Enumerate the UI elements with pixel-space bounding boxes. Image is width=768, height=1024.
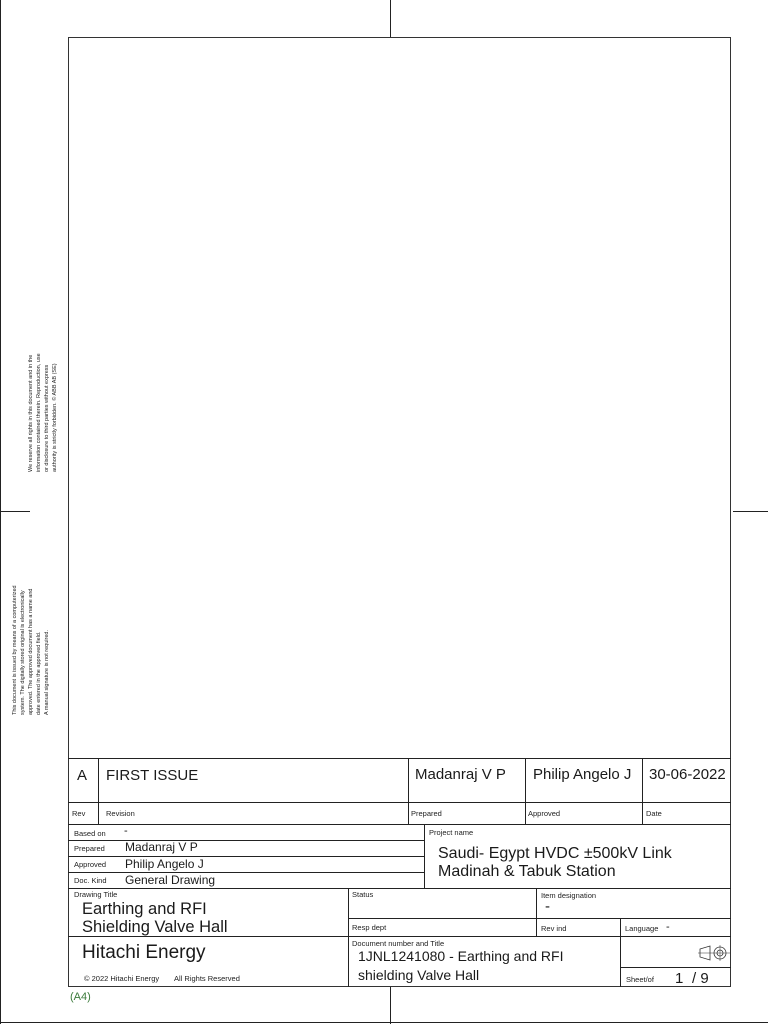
revision-text: FIRST ISSUE — [106, 767, 199, 784]
rev-row-top — [68, 758, 731, 759]
status-label: Status — [352, 890, 374, 899]
right-mid-mark — [733, 511, 768, 512]
docnum-line2: shielding Valve Hall — [358, 967, 480, 983]
company-name: Hitachi Energy — [82, 942, 206, 963]
rights-note: We reserve all rights in this document and in the information contained therein. Reproduction, use or disclosure to third parties without express authority is strictly forbidden. © ABB AB (SE) — [28, 353, 58, 472]
rev-divider-2 — [408, 758, 409, 824]
doc-kind-label: Doc. Kind — [74, 876, 107, 885]
title-divider-v1 — [348, 888, 349, 987]
sheet-row-top — [620, 967, 731, 968]
page-bottom-border — [0, 1022, 768, 1023]
project-name-label: Project name — [429, 828, 474, 837]
projection-symbol-icon — [698, 942, 732, 964]
revision-col-label: Revision — [106, 809, 135, 818]
top-center-mark — [390, 0, 391, 37]
resp-dept-label: Resp dept — [352, 923, 387, 932]
info-row-3 — [68, 872, 424, 873]
date-col-label: Date — [646, 809, 662, 818]
approved-col-label: Approved — [528, 809, 561, 818]
info-row-1 — [68, 840, 424, 841]
based-on-value: - — [124, 825, 128, 837]
revision-prepared: Madanraj V P — [415, 766, 506, 783]
title-divider-v2 — [536, 888, 537, 936]
project-name-line2: Madinah & Tabuk Station — [438, 863, 616, 880]
based-on-label: Based on — [74, 829, 106, 838]
rev-divider-3 — [525, 758, 526, 824]
rights-reserved: All Rights Reserved — [174, 974, 240, 983]
docnum-label: Document number and Title — [352, 939, 445, 948]
drawing-title-line1: Earthing and RFI — [82, 900, 207, 918]
rev-divider-1 — [98, 758, 99, 824]
doc-kind-value: General Drawing — [125, 873, 216, 887]
left-border — [0, 0, 1, 1024]
left-mid-mark — [0, 511, 30, 512]
prepared-label: Prepared — [74, 844, 105, 853]
rev-divider-4 — [642, 758, 643, 824]
rev-row-bottom — [68, 802, 731, 803]
prepared-value: Madanraj V P — [125, 840, 198, 854]
info-divider-v — [424, 824, 425, 888]
rev-col-label: Rev — [72, 809, 86, 818]
docnum-line1: 1JNL1241080 - Earthing and RFI — [358, 948, 564, 964]
info-bottom — [68, 888, 731, 889]
title-row-1 — [348, 918, 731, 919]
rev-letter: A — [77, 767, 88, 784]
item-designation-label: Item designation — [541, 891, 597, 900]
title-divider-v3 — [620, 918, 621, 987]
sheet-total: / 9 — [692, 970, 709, 987]
language-value: - — [666, 921, 670, 933]
info-row-2 — [68, 856, 424, 857]
prepared-col-label: Prepared — [411, 809, 442, 818]
item-designation-value: - — [545, 898, 550, 915]
copyright: © 2022 Hitachi Energy — [84, 974, 160, 983]
sheet-label: Sheet/of — [626, 975, 654, 984]
language-label: Language — [625, 924, 659, 933]
drawing-title-line2: Shielding Valve Hall — [82, 918, 228, 936]
revision-date: 30-06-2022 — [649, 766, 726, 783]
rev-ind-label: Rev ind — [541, 924, 567, 933]
sheet-number: 1 — [675, 970, 684, 987]
project-name-line1: Saudi- Egypt HVDC ±500kV Link — [438, 845, 672, 862]
rev-label-bottom — [68, 824, 731, 825]
bottom-center-mark — [390, 987, 391, 1024]
approved-label: Approved — [74, 860, 107, 869]
paper-size-label: (A4) — [70, 991, 91, 1003]
computerized-note: This document is issued by means of a computerized system. The digitally stored original is electronically approved. The approved document has a name and date entered in the approved field. A manual signature is not required. — [12, 585, 50, 715]
drawing-title-label: Drawing Title — [74, 890, 118, 899]
revision-approved: Philip Angelo J — [533, 766, 632, 783]
approved-value: Philip Angelo J — [125, 857, 204, 871]
